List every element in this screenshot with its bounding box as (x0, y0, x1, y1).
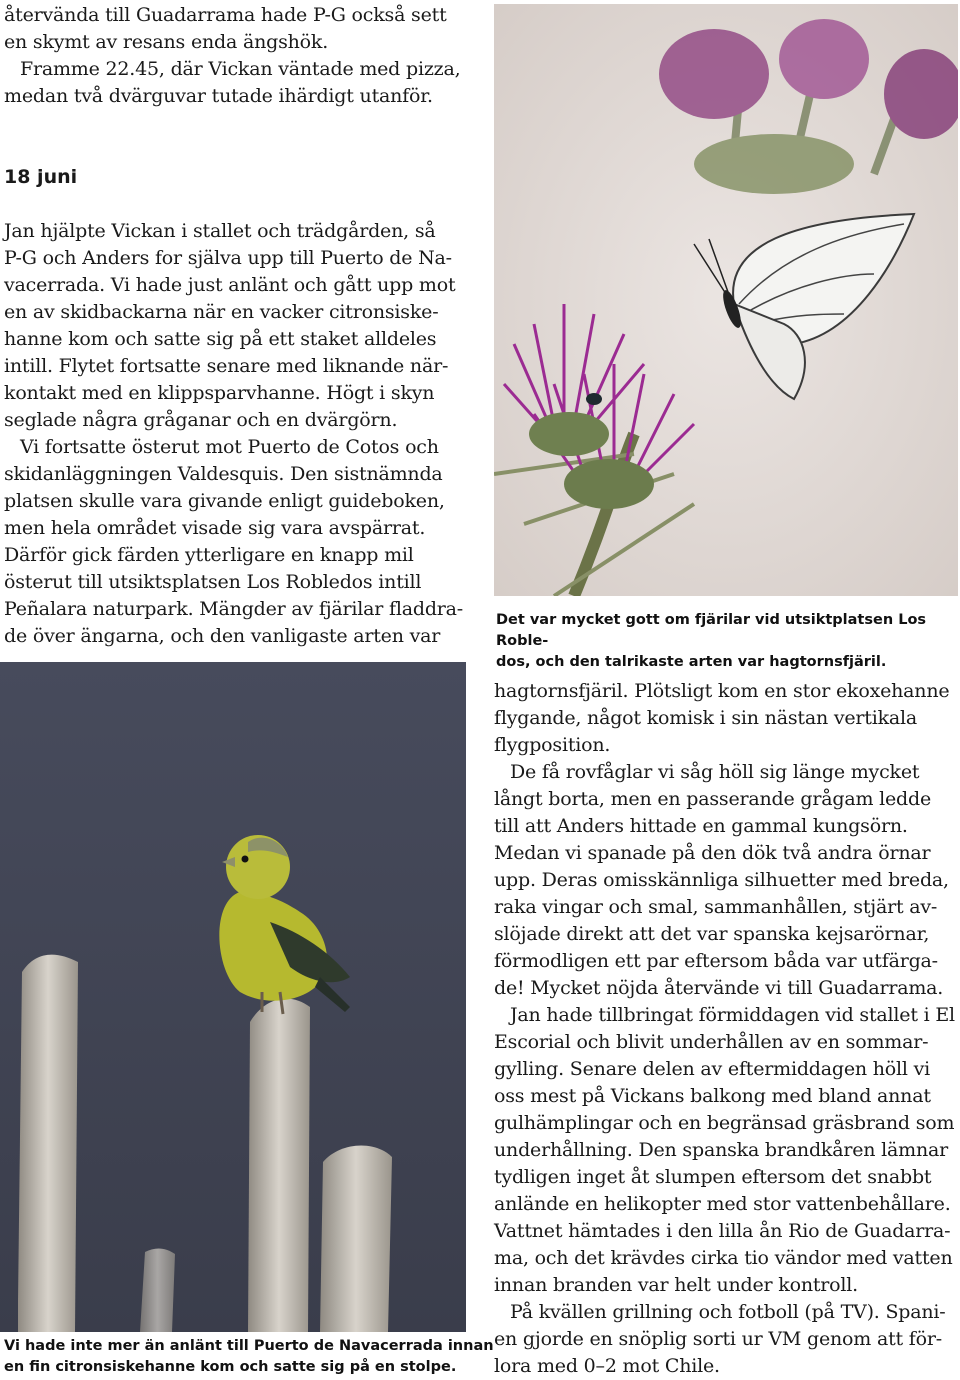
butterfly-photo (494, 4, 958, 596)
bird-photo (0, 662, 466, 1332)
paragraph-right-4: På kvällen grillning och fotboll (på TV). Spani- en gjorde en snöplig sorti ur VM genom att för- lora med 0–2 mot Chile. (494, 1301, 946, 1377)
bird-photo-caption: Vi hade inte mer än anlänt till Puerto de Navacerrada innan en fin citronsiskehanne kom och satte sig på en stolpe. (4, 1338, 494, 1375)
butterfly-photo-caption: Det var mycket gott om fjärilar vid utsiktplatsen Los Roble- dos, och den talrikaste arten var hagtornsfjäril. (496, 612, 927, 670)
date-heading: 18 juni (4, 166, 78, 188)
butterfly-on-thistle-image (494, 4, 958, 596)
citril-finch-on-post-image (0, 662, 466, 1332)
paragraph-right-3: Jan hade tillbringat förmiddagen vid stallet i El Escorial och blivit underhållen av en sommar- gylling. Senare delen av eftermiddagen höll vi oss mest på Vickans balkong med bland annat gulhämplingar och en begränsad gräsbrand som underhållning. Den spanska brandkåren lämnar tydligen inget åt slumpen eftersom det snabbt anlände en helikopter med stor vattenbehållare. Vattnet hämtades i den lilla ån Rio de Guadarra- ma, och det krävdes cirka tio vändor med vatten innan branden var helt under kontroll. (494, 1004, 955, 1296)
paragraph-right-2: De få rovfåglar vi såg höll sig länge mycket långt borta, men en passerande grågam ledde till att Anders hittade en gammal kungsörn. Medan vi spanade på den dök två andra örnar upp. Deras omisskännliga silhuetter med breda, raka vingar och smal, sammanhållen, stjärt av- slöjade direkt att det var spanska kejsarörnar, förmodligen ett par eftersom båda var utfärga- de! Mycket nöjda återvände vi till Guadarrama. (494, 761, 949, 999)
paragraph-intro-2: Framme 22.45, där Vickan väntade med pizza, medan två dvärguvar tutade ihärdigt utanför. (4, 58, 461, 107)
paragraph-body-2: Vi fortsatte österut mot Puerto de Cotos och skidanläggningen Valdesquis. Den sistnämnda platsen skulle vara givande enligt guideboken, men hela området visade sig vara avspärrat. Därför gick färden ytterligare en knapp mil österut till utsiktsplatsen Los Robledos intill Peñalara naturpark. Mängder av fjärilar fladdra- de över ängarna, och den vanligaste arten var (4, 436, 464, 647)
paragraph-intro-1: återvända till Guadarrama hade P-G också sett en skymt av resans enda ängshök. (4, 4, 447, 53)
paragraph-right-1: hagtornsfjäril. Plötsligt kom en stor ekoxehanne flygande, något komisk i sin nästan vertikala flygposition. (494, 680, 950, 756)
paragraph-body-1: Jan hjälpte Vickan i stallet och trädgården, så P-G och Anders for själva upp till Puerto de Na- vacerrada. Vi hade just anlänt och gått upp mot en av skidbackarna när en vacker citronsiske- hanne kom och satte sig på ett staket alldeles intill. Flytet fortsatte senare med liknande när- kontakt med en klippsparvhanne. Högt i skyn seglade några gråganar och en dvärgörn. (4, 220, 456, 431)
